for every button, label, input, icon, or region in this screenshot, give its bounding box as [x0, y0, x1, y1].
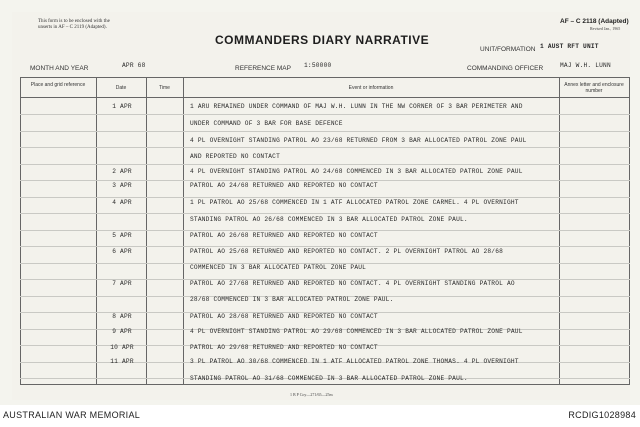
entry-date: 3 APR: [112, 182, 132, 189]
footer-record-id: RCDIG1028984: [568, 410, 636, 420]
entry-date: 7 APR: [112, 280, 132, 287]
entry-date: 6 APR: [112, 248, 132, 255]
ruled-line: [20, 147, 630, 148]
entry-date: 11 APR: [110, 358, 134, 365]
entry-date: 4 APR: [112, 199, 132, 206]
col-border-date: [146, 77, 147, 385]
month-label: MONTH AND YEAR: [30, 65, 89, 72]
entry-text: STANDING PATROL AO 26/68 COMMENCED IN 3 BAR ALLOCATED PATROL ZONE PAUL.: [190, 216, 468, 223]
ruled-line: [20, 230, 630, 231]
entry-text: PATROL AO 29/68 RETURNED AND REPORTED NO CONTACT: [190, 344, 378, 351]
entry-text: 28/68 COMMENCED IN 3 BAR ALLOCATED PATROL ZONE PAUL.: [190, 296, 394, 303]
col-border-time: [183, 77, 184, 385]
table-top-border: [20, 77, 630, 78]
entry-text: PATROL AO 25/68 RETURNED AND REPORTED NO CONTACT. 2 PL OVERNIGHT PATROL AO 28/68: [190, 248, 504, 255]
entry-text: 1 ARU REMAINED UNDER COMMAND OF MAJ W.H. LUNN IN THE NW CORNER OF 3 BAR PERIMETER AND: [190, 103, 523, 110]
enclose-note-line-2: unserts in AF – C 2119 (Adapted).: [38, 25, 107, 30]
col-header-annex: Annex letter and enclosure number: [564, 82, 624, 94]
enclose-note-line-1: This form is to be enclosed with the: [38, 19, 110, 24]
unit-label: UNIT/FORMATION: [480, 46, 536, 53]
revised-date: Revised Jan., 1965: [590, 26, 621, 31]
entry-text: PATROL AO 24/68 RETURNED AND REPORTED NO CONTACT: [190, 182, 378, 189]
month-value: APR 68: [122, 62, 146, 69]
entry-text: 4 PL OVERNIGHT STANDING PATROL AO 24/68 COMMENCED IN 3 BAR ALLOCATED PATROL ZONE PAUL: [190, 168, 523, 175]
col-header-date: Date: [115, 85, 127, 91]
ruled-line: [20, 213, 630, 214]
entry-text: 4 PL OVERNIGHT STANDING PATROL AO 29/68 COMMENCED IN 3 BAR ALLOCATED PATROL ZONE PAUL: [190, 328, 523, 335]
map-label: REFERENCE MAP: [235, 65, 291, 72]
entry-text: 4 PL OVERNIGHT STANDING PATROL AO 23/68 RETURNED FROM 3 BAR ALLOCATED PATROL ZONE PAUL: [190, 137, 527, 144]
col-header-time: Time: [159, 85, 170, 91]
col-header-place: Place and grid reference: [30, 82, 86, 88]
col-border-event: [559, 77, 560, 385]
officer-label: COMMANDING OFFICER: [467, 65, 544, 72]
entry-date: 2 APR: [112, 168, 132, 175]
entry-text: 3 PL PATROL AO 30/68 COMMENCED IN 1 ATF ALLOCATED PATROL ZONE THOMAS. 4 PL OVERNIGHT: [190, 358, 519, 365]
entry-text: AND REPORTED NO CONTACT: [190, 153, 281, 160]
map-value: 1:50000: [304, 62, 332, 69]
entry-text: COMMENCED IN 3 BAR ALLOCATED PATROL ZONE PAUL: [190, 264, 367, 271]
ruled-line: [20, 114, 630, 115]
entry-text: 1 PL PATROL AO 25/68 COMMENCED IN 1 ATF ALLOCATED PATROL ZONE CARMEL. 4 PL OVERNIGHT: [190, 199, 519, 206]
ruled-line: [20, 197, 630, 198]
col-border-place: [96, 77, 97, 385]
ruled-line: [20, 180, 630, 181]
table-bottom-border: [20, 384, 630, 385]
col-border-right: [629, 77, 630, 385]
printer-imprint: 1 B P Coy—271/65—25m: [290, 392, 333, 397]
footer-source: AUSTRALIAN WAR MEMORIAL: [3, 410, 141, 420]
form-code: AF – C 2118 (Adapted): [560, 18, 629, 25]
entry-text: PATROL AO 26/68 RETURNED AND REPORTED NO CONTACT: [190, 232, 378, 239]
ruled-line: [20, 246, 630, 247]
entry-text: PATROL AO 27/68 RETURNED AND REPORTED NO CONTACT. 4 PL OVERNIGHT STANDING PATROL AO: [190, 280, 515, 287]
col-border-left: [20, 77, 21, 385]
ruled-line: [20, 164, 630, 165]
page-title: COMMANDERS DIARY NARRATIVE: [215, 33, 430, 47]
entry-date: 8 APR: [112, 313, 132, 320]
entry-text: STANDING PATROL AO 31/68 COMMENCED IN 3 BAR ALLOCATED PATROL ZONE PAUL.: [190, 375, 468, 382]
entry-date: 1 APR: [112, 103, 132, 110]
entry-date: 9 APR: [112, 328, 132, 335]
officer-value: MAJ W.H. LUNN: [560, 62, 611, 69]
entry-date: 5 APR: [112, 232, 132, 239]
entry-date: 10 APR: [110, 344, 134, 351]
table-header-border: [20, 97, 630, 98]
col-header-event: Event or information: [348, 85, 394, 91]
entry-text: PATROL AO 28/68 RETURNED AND REPORTED NO CONTACT: [190, 313, 378, 320]
ruled-line: [20, 131, 630, 132]
unit-value: 1 AUST RFT UNIT: [540, 43, 599, 50]
entry-text: UNDER COMMAND OF 3 BAR FOR BASE DEFENCE: [190, 120, 343, 127]
